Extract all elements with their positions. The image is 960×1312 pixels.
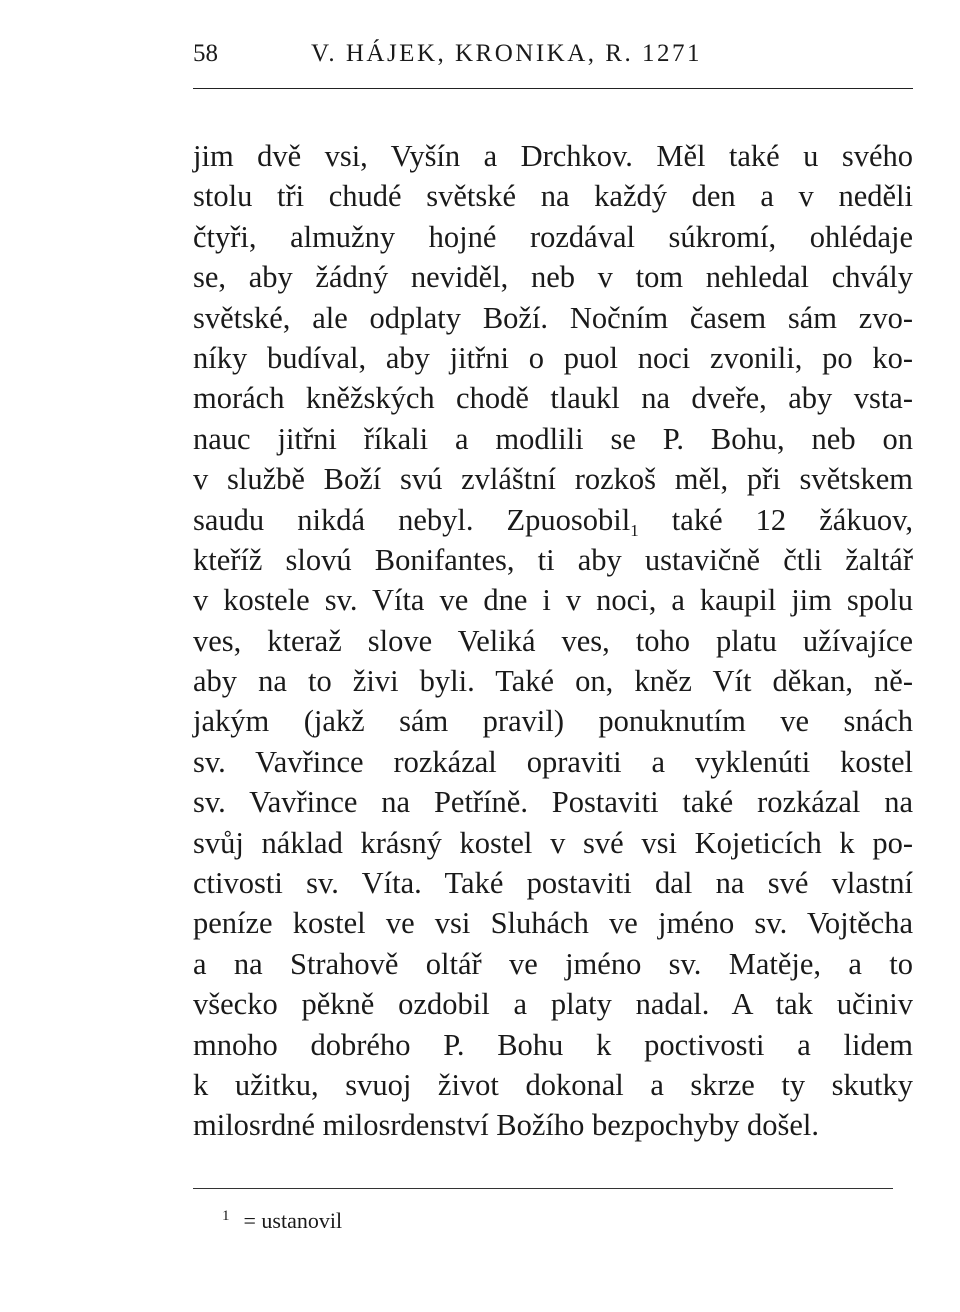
text-line: peníze kostel ve vsi Sluhách ve jméno sv. Vojtěcha [193, 906, 913, 941]
text-line: svůj náklad krásný kostel v své vsi Kojeticích k po- [193, 825, 913, 860]
text-line-with-note [193, 500, 913, 540]
text-line: sv. Vavřince rozkázal opraviti a vyklenúti kostel [193, 744, 913, 779]
text-line: nauc jitřni říkali a modlili se P. Bohu, neb on [193, 421, 913, 456]
text-line: mnoho dobrého P. Bohu k poctivosti a lidem [193, 1027, 913, 1062]
running-head [193, 40, 913, 76]
text-line: ctivosti sv. Víta. Také postaviti dal na své vlastní [193, 866, 913, 901]
text-line: morách kněžských chodě tlaukl na dveře, aby vsta- [193, 381, 913, 416]
text-line: jim dvě vsi, Vyšín a Drchkov. Měl také u svého [193, 139, 913, 173]
footnote-rule [193, 1188, 893, 1189]
text-line: a na Strahově oltář ve jméno sv. Matěje, a to [193, 946, 913, 981]
text-line: všecko pěkně ozdobil a platy nadal. A tak učiniv [193, 987, 913, 1022]
running-title: V. HÁJEK, KRONIKA, R. 1271 [311, 40, 702, 67]
text-line: sv. Vavřince na Petříně. Postaviti také rozkázal na [193, 785, 913, 820]
text-line: aby na to živi byli. Také on, kněz Vít děkan, ně- [193, 664, 913, 699]
text-line: níky budíval, aby jitřni o puol noci zvonili, po ko- [193, 340, 913, 375]
text-line: v kostele sv. Víta ve dne i v noci, a kaupil jim spolu [193, 583, 913, 618]
text-line: se, aby žádný neviděl, neb v tom nehledal chvály [193, 260, 913, 295]
text-line: k užitku, svuoj život dokonal a skrze ty skutky [193, 1067, 913, 1102]
footnote-reference: 1 [630, 520, 639, 540]
text-line-tail: také 12 žákuov, [638, 502, 913, 537]
header-rule [193, 88, 913, 89]
page-number: 58 [193, 40, 218, 67]
text-line: jakým (jakž sám pravil) ponuknutím ve snách [193, 704, 913, 739]
footnote-marker: 1 [222, 1208, 230, 1224]
text-line: kteříž slovú Bonifantes, ti aby ustavičně čtli žaltář [193, 542, 913, 577]
text-line-head: saudu nikdá nebyl. Zpuosobil [193, 502, 631, 537]
text-line: v službě Boží svú zvláštní rozkoš měl, při světskem [193, 462, 913, 497]
text-line: světské, ale odplaty Boží. Nočním časem sám zvo- [193, 300, 913, 335]
text-line: ves, kteraž slove Veliká ves, toho platu užívajíce [193, 623, 913, 658]
body-text [193, 136, 913, 1146]
text-line: čtyři, almužny hojné rozdával súkromí, ohlédaje [193, 219, 913, 254]
footnote [222, 1208, 342, 1234]
footnote-text: = ustanovil [243, 1208, 343, 1233]
text-line: stolu tři chudé světské na každý den a v neděli [193, 179, 913, 214]
text-line-last: milosrdné milosrdenství Božího bezpochyby došel. [193, 1108, 820, 1143]
